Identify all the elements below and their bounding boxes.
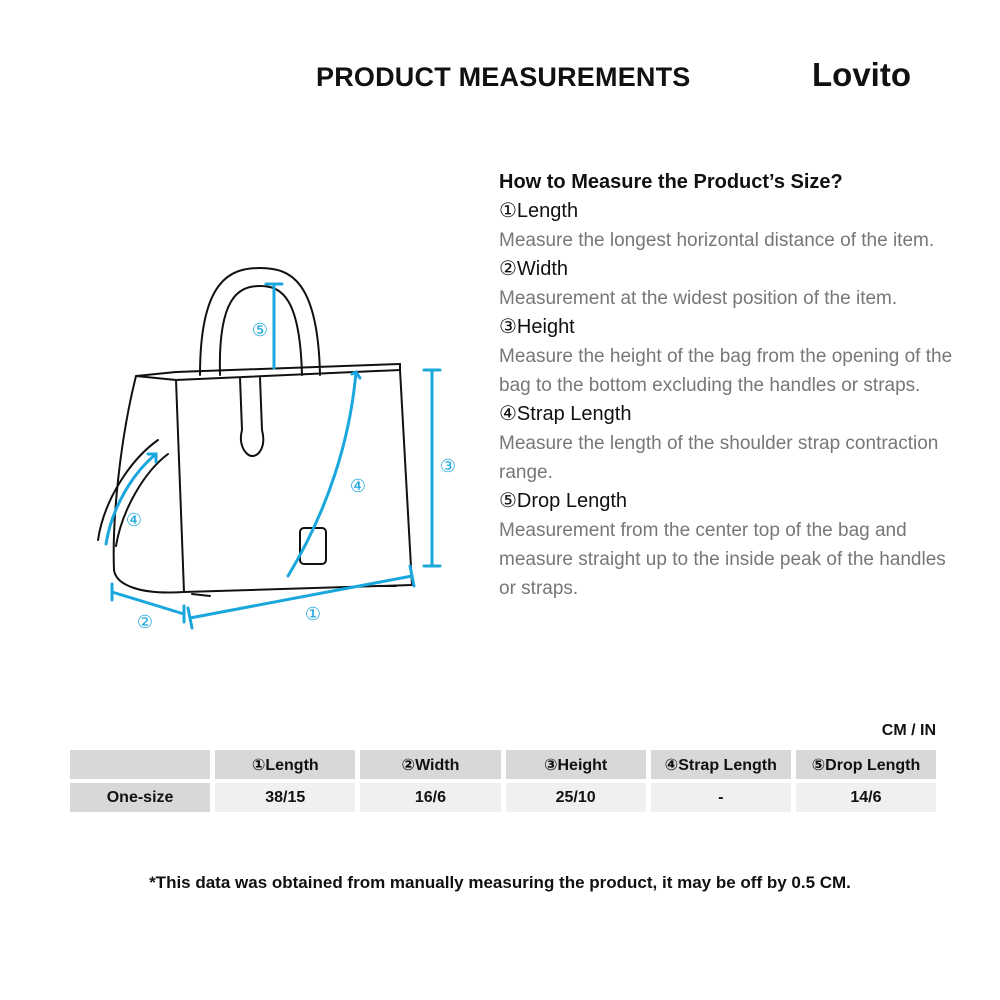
marker-width: ② — [136, 612, 154, 633]
marker-length: ① — [304, 604, 322, 625]
marker-height: ③ — [439, 456, 457, 477]
instruction-strap-title: ④Strap Length — [499, 403, 632, 425]
instruction-length-title: ①Length — [499, 200, 579, 222]
table-header-cell: ⑤Drop Length — [796, 750, 936, 779]
table-cell-drop: 14/6 — [796, 783, 936, 812]
table-header-row — [70, 750, 936, 779]
size-table — [70, 750, 936, 816]
table-cell-width: 16/6 — [360, 783, 500, 812]
bag-measurement-diagram — [60, 240, 480, 660]
instruction-drop-desc: Measurement from the center top of the bag and measure straight up to the inside peak of the handles or straps. — [499, 520, 946, 599]
instruction-width-desc: Measurement at the widest position of the item. — [499, 288, 898, 309]
table-header-cell: ④Strap Length — [651, 750, 791, 779]
marker-drop: ⑤ — [251, 320, 269, 341]
page-title: PRODUCT MEASUREMENTS — [316, 62, 691, 92]
footnote: *This data was obtained from manually measuring the product, it may be off by 0.5 CM. — [149, 873, 851, 892]
unit-label: CM / IN — [881, 722, 936, 739]
instruction-strap-desc: Measure the length of the shoulder strap contraction range. — [499, 433, 939, 483]
table-header-cell: ②Width — [360, 750, 500, 779]
measurement-instructions — [499, 168, 959, 603]
instruction-height-desc: Measure the height of the bag from the opening of the bag to the bottom excluding the handles or straps. — [499, 346, 953, 396]
table-header-cell: ①Length — [215, 750, 355, 779]
instruction-height-title: ③Height — [499, 316, 575, 338]
table-cell-height: 25/10 — [506, 783, 646, 812]
table-cell-size: One-size — [70, 783, 210, 812]
marker-strap-right: ④ — [349, 476, 367, 497]
brand-logo: Lovito — [812, 56, 911, 93]
table-row — [70, 783, 936, 812]
instructions-heading: How to Measure the Product’s Size? — [499, 171, 843, 193]
instruction-width-title: ②Width — [499, 258, 569, 280]
table-header-cell — [70, 750, 210, 779]
table-header-cell: ③Height — [506, 750, 646, 779]
instruction-drop-title: ⑤Drop Length — [499, 490, 628, 512]
table-cell-strap: - — [651, 783, 791, 812]
marker-strap-left: ④ — [125, 510, 143, 531]
instruction-length-desc: Measure the longest horizontal distance of the item. — [499, 230, 935, 251]
table-cell-length: 38/15 — [215, 783, 355, 812]
